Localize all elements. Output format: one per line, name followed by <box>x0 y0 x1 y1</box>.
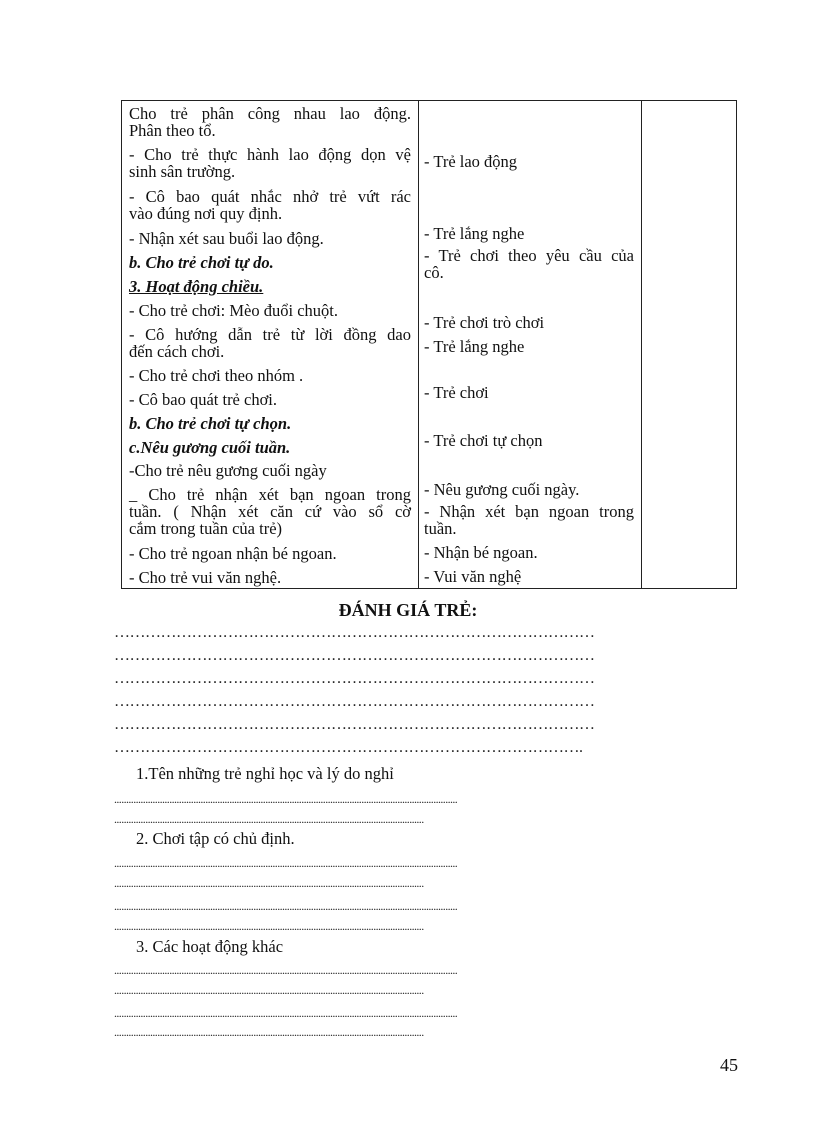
dotted-line: ................................................................................................................................. <box>114 876 424 890</box>
dotted-line: ............................................................................................................................................... <box>114 1006 458 1020</box>
child-activity-line: - Trẻ chơi <box>424 383 489 402</box>
teacher-activity-line: -Cho trẻ nêu gương cuối ngày <box>129 461 327 480</box>
dotted-line: ………………………………………………………………………………… <box>114 624 595 641</box>
child-activity-line: - Trẻ chơi trò chơi <box>424 313 545 332</box>
dotted-line: ………………………………………………………………………………… <box>114 647 595 664</box>
teacher-activity-line: _ Cho trẻ nhận xét bạn ngoan trong <box>129 485 411 504</box>
evaluation-title: ĐÁNH GIÁ TRẺ: <box>338 600 478 620</box>
section-heading: c.Nêu gương cuối tuần. <box>129 438 291 457</box>
teacher-activity-line: Phân theo tổ. <box>129 121 216 140</box>
dotted-line: ................................................................................................................................. <box>114 812 424 826</box>
section-heading: b. Cho trẻ chơi tự do. <box>129 253 274 272</box>
child-activity-line: - Trẻ chơi theo yêu cầu của <box>424 246 634 265</box>
teacher-activity-line: Cho trẻ phân công nhau lao động. <box>129 104 411 123</box>
teacher-activity-line: - Cô bao quát nhắc nhở trẻ vứt rác <box>129 187 411 206</box>
dotted-line: ............................................................................................................................................... <box>114 963 458 977</box>
child-activity-line: - Nhận xét bạn ngoan trong <box>424 502 634 521</box>
teacher-activity-line: đến cách chơi. <box>129 342 225 361</box>
child-activity-line: - Nêu gương cuối ngày. <box>424 480 580 499</box>
child-activity-line: - Nhận bé ngoan. <box>424 543 538 562</box>
column-divider <box>418 101 419 588</box>
dotted-line: ................................................................................................................................. <box>114 919 424 933</box>
dotted-line: ............................................................................................................................................... <box>114 899 458 913</box>
activity-table <box>121 100 737 589</box>
page-number: 45 <box>720 1055 738 1075</box>
teacher-activity-line: sinh sân trường. <box>129 162 236 181</box>
teacher-activity-line: - Nhận xét sau buổi lao động. <box>129 229 324 248</box>
section-1-heading: 1.Tên những trẻ nghỉ học và lý do nghỉ <box>136 764 394 783</box>
child-activity-line: - Vui văn nghệ <box>424 567 522 586</box>
column-divider <box>641 101 642 588</box>
teacher-activity-line: - Cho trẻ chơi theo nhóm . <box>129 366 304 385</box>
child-activity-line: - Trẻ lắng nghe <box>424 337 525 356</box>
section-heading: 3. Hoạt động chiều. <box>129 277 264 296</box>
dotted-line: ............................................................................................................................................... <box>114 792 458 806</box>
child-activity-line: - Trẻ chơi tự chọn <box>424 431 543 450</box>
section-heading: b. Cho trẻ chơi tự chọn. <box>129 414 292 433</box>
teacher-activity-line: cắm trong tuần của trẻ) <box>129 519 283 538</box>
dotted-line: ………………………………………………………………………………… <box>114 716 595 733</box>
teacher-activity-line: vào đúng nơi quy định. <box>129 204 283 223</box>
dotted-line: ................................................................................................................................. <box>114 1025 424 1039</box>
teacher-activity-line: tuần. ( Nhận xét căn cứ vào sổ cờ <box>129 502 411 521</box>
teacher-activity-line: - Cho trẻ ngoan nhận bé ngoan. <box>129 544 337 563</box>
child-activity-line: tuần. <box>424 519 457 538</box>
teacher-activity-line: - Cho trẻ thực hành lao động dọn vệ <box>129 145 411 164</box>
teacher-activity-line: - Cho trẻ vui văn nghệ. <box>129 568 282 587</box>
dotted-line: ............................................................................................................................................... <box>114 856 458 870</box>
dotted-line: ………………………………………………………………………………… <box>114 693 595 710</box>
section-2-heading: 2. Chơi tập có chủ định. <box>136 829 295 848</box>
section-3-heading: 3. Các hoạt động khác <box>136 937 284 956</box>
child-activity-line: - Trẻ lắng nghe <box>424 224 525 243</box>
child-activity-line: - Trẻ lao động <box>424 152 518 171</box>
dotted-line: ………………………………………………………………………………… <box>114 670 595 687</box>
teacher-activity-line: - Cô bao quát trẻ chơi. <box>129 390 278 409</box>
child-activity-line: cô. <box>424 263 444 282</box>
dotted-line: ………………………………………………………………………………. <box>114 739 583 756</box>
teacher-activity-line: - Cho trẻ chơi: Mèo đuổi chuột. <box>129 301 338 320</box>
teacher-activity-line: - Cô hướng dẫn trẻ từ lời đồng dao <box>129 325 411 344</box>
dotted-line: ................................................................................................................................. <box>114 983 424 997</box>
